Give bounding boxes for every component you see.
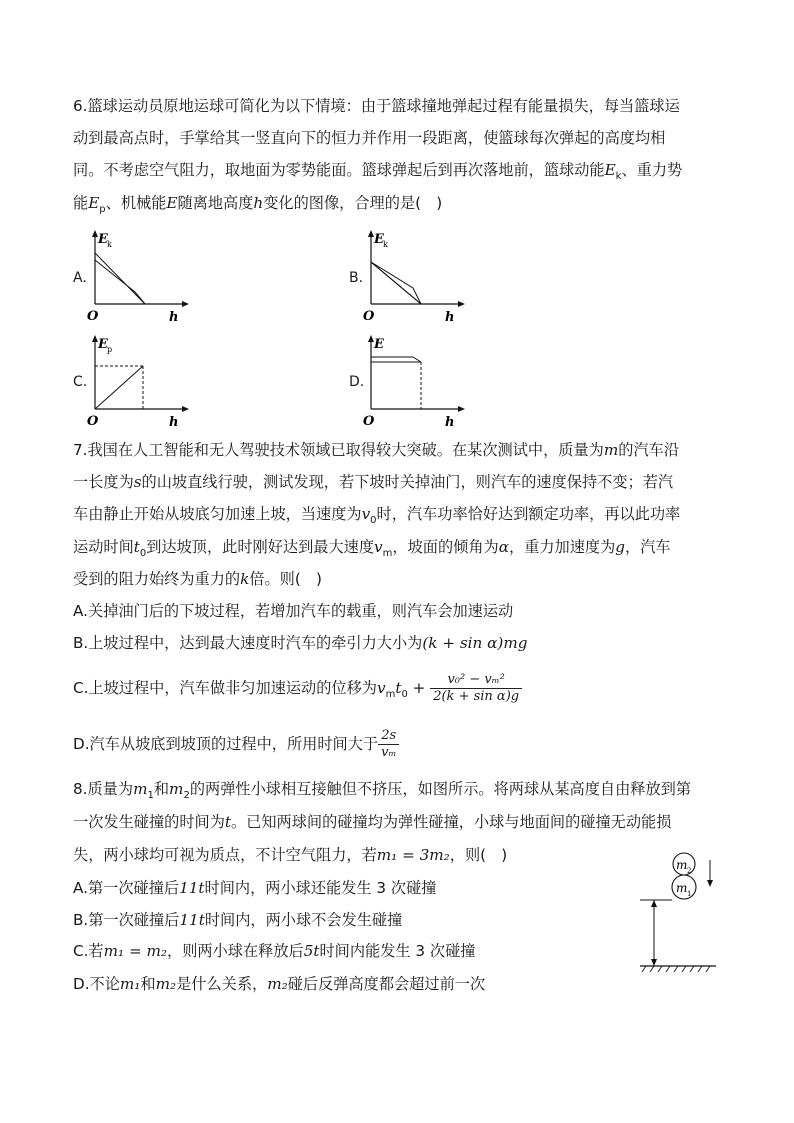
ball-m2-label: m [676,858,688,872]
q6-graph-c-ylabel-sub: p [107,345,113,354]
q6-graph-d-origin: O [363,414,375,429]
q6-graph-b-ylabel: E [374,232,384,247]
q7-line4: 运动时间$t_0$到达坡顶，此时刚好达到最大速度$v_m$，坡面的倾角为α，重力加速度为g，汽车 [73,538,671,559]
q6-graph-a-origin: O [87,309,99,324]
q6-graph-a [85,228,195,328]
q8-figure [636,848,720,976]
q6-graph-d-ylabel: E [374,337,384,352]
q6-line3: 同。不考虑空气阻力，取地面为零势能面。篮球弹起后到再次落地前，篮球动能$E_k$、重力势 [73,161,683,182]
q8-option-c: C.若m₁ = m₂，则两小球在释放后5t时间内能发生 3 次碰撞 [73,942,476,960]
ground-hatching [642,966,710,972]
q7-option-a: A.关掉油门后的下坡过程，若增加汽车的载重，则汽车会加速运动 [73,602,514,620]
ball-m1-label: m [676,881,688,895]
q6-line2: 动到最高点时，手掌给其一竖直向下的恒力并作用一段距离，使篮球每次弹起的高度均相 [73,129,666,147]
q6-graph-a-xlabel: h [169,310,179,325]
q6-line1: 6.篮球运动员原地运球可简化为以下情境：由于篮球撞地弹起过程有能量损失，每当篮球运 [73,97,680,115]
q8-line1: 8.质量为$m_1$和$m_2$的两弹性小球相互接触但不挤压，如图所示。将两球从某高度自由释放到第 [73,780,691,801]
q6-option-b-label: B. [349,270,364,286]
q6-graph-c-xlabel: h [169,415,179,430]
q8-option-a: A.第一次碰撞后11t时间内，两小球还能发生 3 次碰撞 [73,879,437,897]
q7-line3: 车由静止开始从坡底匀加速上坡，当速度为$v_0$时，汽车功率恰好达到额定功率，再以此功率 [73,505,681,526]
q6-graph-c-origin: O [87,414,99,429]
q8-option-b: B.第一次碰撞后11t时间内，两小球不会发生碰撞 [73,911,403,929]
q6-graph-b [361,228,471,328]
q6-line4: 能$E_p$、机械能E随离地高度h变化的图像，合理的是( ) [73,194,443,215]
q6-graph-d [361,333,471,433]
q7-option-c-fraction: $\frac{\text{v₀² − vₘ²}}{\text{2(k + sin α)g}}$ [430,672,522,705]
q7-option-b: B.上坡过程中，达到最大速度时汽车的牵引力大小为(k + sin α)mg [73,634,528,652]
ball-m2-label-sub: 2 [687,867,692,875]
q6-graph-a-ylabel-sub: k [107,240,112,249]
q8-line2: 一次发生碰撞的时间为t。已知两球间的碰撞均为弹性碰撞，小球与地面间的碰撞无动能损 [73,813,672,831]
q6-option-a-label: A. [73,270,87,286]
q6-graph-c [85,333,195,433]
q6-option-d-label: D. [349,374,365,390]
q6-graph-a-ylabel: E [98,232,108,247]
q6-graph-c-ylabel: E [98,337,108,352]
q7-option-d-fraction: $\frac{2s}{\text{vₘ}}$ [378,728,399,761]
q7-option-d: D.汽车从坡底到坡顶的过程中，所用时间大于 $\frac{2s}{\text{vₘ}}$ [73,722,399,766]
q8-line3: 失，两小球均可视为质点，不计空气阻力，若m₁ = 3m₂，则( ) [73,846,508,864]
ball-m1-label-sub: 1 [687,890,692,898]
q6-graph-b-ylabel-sub: k [383,240,388,249]
q7-line5: 受到的阻力始终为重力的k倍。则( ) [73,570,322,588]
q6-graph-b-xlabel: h [445,310,455,325]
q8-option-d: D.不论m₁和m₂是什么关系，m₂碰后反弹高度都会超过前一次 [73,975,486,993]
q7-line1: 7.我国在人工智能和无人驾驶技术领域已取得较大突破。在某次测试中，质量为m的汽车沿 [73,441,680,459]
q6-graph-b-origin: O [363,309,375,324]
q6-option-c-label: C. [73,374,88,390]
q7-line2: 一长度为s的山坡直线行驶，测试发现，若下坡时关掉油门，则汽车的速度保持不变；若汽 [73,473,674,491]
q6-graph-d-xlabel: h [445,415,455,430]
q7-option-c: C.上坡过程中，汽车做非匀加速运动的位移为$v_mt_0$ + $\frac{\text{v₀² − vₘ²}}{\text{2(k + sin α)g}}$ [73,666,522,710]
